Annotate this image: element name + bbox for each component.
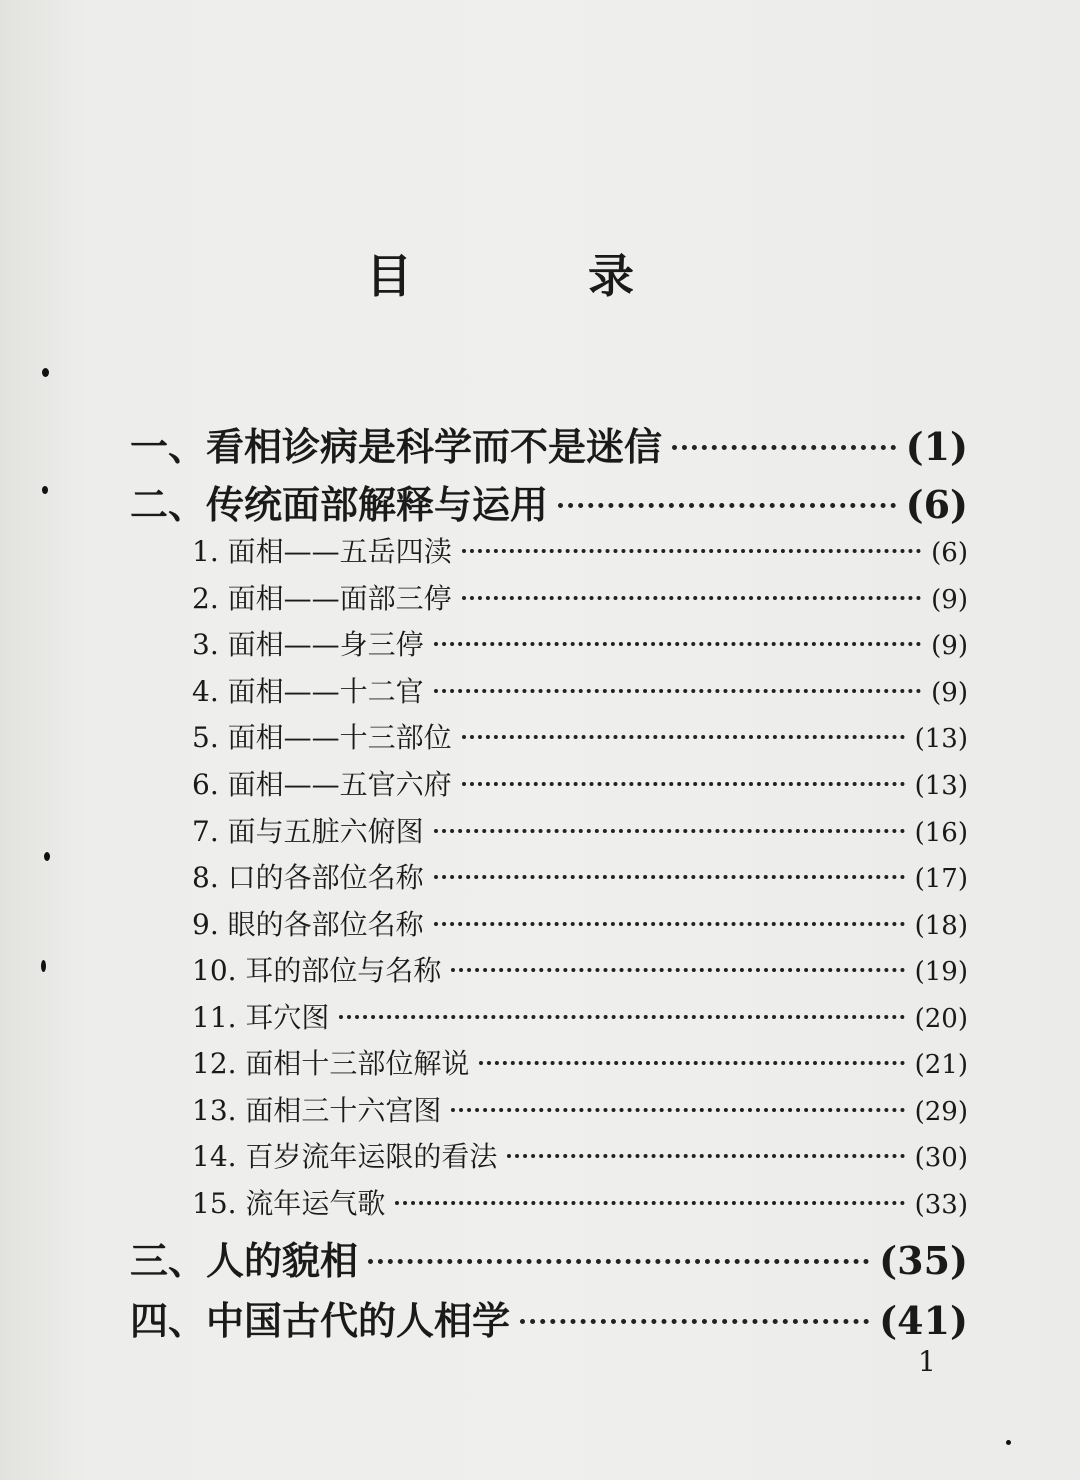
toc-subentry[interactable]: [192, 1182, 968, 1222]
toc-subentry[interactable]: [192, 1135, 968, 1175]
toc-entry-page: (13): [914, 724, 968, 754]
dot-leader: [479, 1061, 904, 1065]
toc-subentry[interactable]: [192, 716, 968, 756]
dot-leader: [451, 1108, 904, 1112]
toc-subentry[interactable]: [192, 763, 968, 803]
toc-subentry[interactable]: [192, 1042, 968, 1082]
dot-leader: [395, 1201, 904, 1205]
toc-entry-page: (16): [914, 818, 968, 848]
toc-subentry[interactable]: [192, 949, 968, 989]
dot-leader: [434, 689, 922, 693]
toc-entry-label: 2. 面相——面部三停: [192, 582, 452, 615]
toc-entry-label: 12. 面相十三部位解说: [192, 1047, 470, 1080]
dot-leader: [434, 642, 922, 646]
dot-leader: [672, 445, 896, 450]
dot-leader: [558, 503, 896, 508]
toc-subentry[interactable]: [192, 903, 968, 943]
dot-leader: [462, 735, 905, 739]
dot-leader: [451, 968, 904, 972]
dot-leader: [434, 875, 905, 879]
toc-subentry[interactable]: [192, 996, 968, 1036]
toc-entry-label: 4. 面相——十二官: [192, 675, 424, 708]
toc-entry-page: (13): [914, 771, 968, 801]
toc-entry-page: (18): [914, 911, 968, 941]
toc-entry-label: 3. 面相——身三停: [192, 628, 424, 661]
toc-entry-label: 四、中国古代的人相学: [130, 1298, 511, 1343]
toc-entry-page: (35): [879, 1238, 968, 1283]
toc-entry-label: 三、人的貌相: [130, 1238, 359, 1283]
toc-subentry[interactable]: [192, 856, 968, 896]
dot-leader: [520, 1319, 869, 1324]
dot-leader: [507, 1154, 904, 1158]
toc-entry-page: (9): [931, 585, 968, 615]
toc-entry-label: 13. 面相三十六宫图: [192, 1094, 442, 1127]
toc-entry-page: (9): [931, 631, 968, 661]
toc-entry-label: 15. 流年运气歌: [192, 1187, 386, 1220]
toc-entry-page: (1): [905, 424, 968, 469]
toc-entry[interactable]: [130, 1230, 968, 1285]
toc-entry-label: 11. 耳穴图: [192, 1001, 330, 1034]
toc-entry-page: (6): [905, 482, 968, 527]
toc-subentry[interactable]: [192, 623, 968, 663]
page-number: 1: [918, 1345, 936, 1378]
toc-entry-page: (19): [914, 957, 968, 987]
toc-entry[interactable]: [130, 474, 968, 529]
toc-entry-page: (20): [914, 1004, 968, 1034]
toc-subentry[interactable]: [192, 810, 968, 850]
toc-entry-page: (9): [931, 678, 968, 708]
dot-leader: [462, 549, 922, 553]
dot-leader: [462, 782, 905, 786]
page-title: 目 录: [365, 249, 714, 303]
toc-entry-label: 6. 面相——五官六府: [192, 768, 452, 801]
toc-entry-page: (21): [914, 1050, 968, 1080]
dot-leader: [368, 1259, 869, 1264]
toc-entry-page: (6): [931, 538, 968, 568]
toc-entry-label: 5. 面相——十三部位: [192, 721, 452, 754]
toc-entry-label: 14. 百岁流年运限的看法: [192, 1140, 498, 1173]
dot-leader: [434, 922, 905, 926]
toc-entry-page: (33): [914, 1190, 968, 1220]
toc-entry-label: 1. 面相——五岳四渎: [192, 535, 452, 568]
toc-entry-label: 8. 口的各部位名称: [192, 861, 424, 894]
toc-subentry[interactable]: [192, 530, 968, 570]
toc-entry-label: 10. 耳的部位与名称: [192, 954, 442, 987]
toc-entry-label: 二、传统面部解释与运用: [130, 482, 549, 527]
toc-entry-label: 9. 眼的各部位名称: [192, 908, 424, 941]
dot-leader: [434, 829, 905, 833]
toc-subentry[interactable]: [192, 577, 968, 617]
toc-entry-page: (30): [914, 1143, 968, 1173]
toc-entry[interactable]: [130, 1290, 968, 1345]
toc-subentry[interactable]: [192, 1089, 968, 1129]
toc-entry-label: 一、看相诊病是科学而不是迷信: [130, 424, 663, 469]
dot-leader: [462, 596, 922, 600]
toc-entry-label: 7. 面与五脏六俯图: [192, 815, 424, 848]
toc-entry-page: (29): [914, 1097, 968, 1127]
toc-entry-page: (17): [914, 864, 968, 894]
dot-leader: [339, 1015, 904, 1019]
toc-entry-page: (41): [879, 1298, 968, 1343]
toc-entry[interactable]: [130, 416, 968, 471]
toc-subentry[interactable]: [192, 670, 968, 710]
